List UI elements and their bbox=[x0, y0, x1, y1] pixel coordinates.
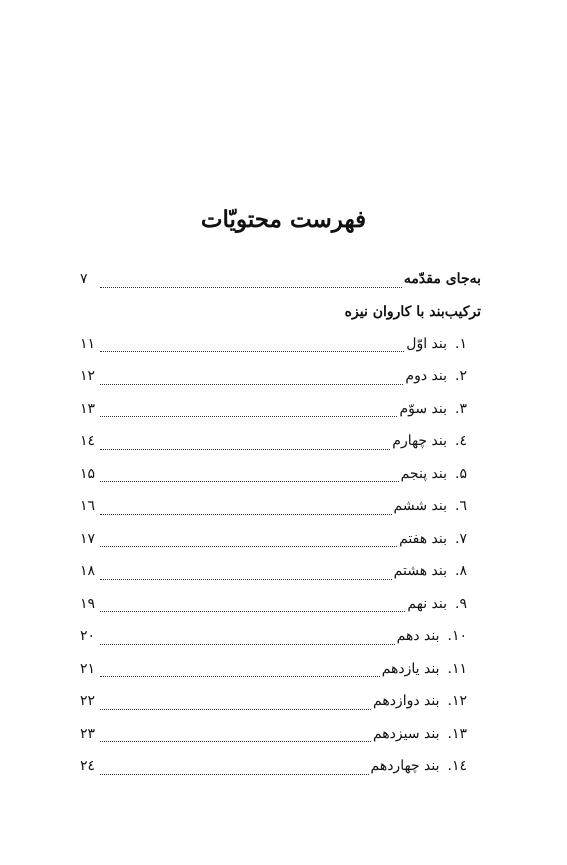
dot-leader bbox=[100, 773, 369, 775]
toc-entry-label bbox=[394, 560, 467, 582]
toc-entry-text: بند سوّم bbox=[399, 400, 448, 417]
toc-entry-number: ۱۱. bbox=[447, 660, 467, 677]
toc-entry-number: ۵. bbox=[455, 465, 467, 482]
dot-leader bbox=[100, 286, 402, 288]
toc-entry[interactable] bbox=[80, 528, 481, 561]
toc-entry-label bbox=[371, 755, 468, 777]
toc-page-number: ۲۲ bbox=[80, 693, 96, 709]
toc-entry[interactable] bbox=[80, 625, 481, 658]
toc-entry-label bbox=[407, 593, 467, 615]
toc-entry-number: ۱. bbox=[455, 335, 467, 352]
toc-entry-number: ۱۲. bbox=[447, 693, 467, 709]
toc-entry-text: بند هشتم bbox=[393, 563, 448, 579]
toc-entry[interactable] bbox=[80, 398, 481, 431]
toc-entry[interactable] bbox=[80, 495, 481, 528]
toc-entry-text: بند سیزدهم bbox=[372, 725, 440, 742]
dot-leader bbox=[100, 480, 399, 482]
dot-leader bbox=[100, 448, 390, 450]
toc-entry[interactable] bbox=[80, 755, 481, 788]
dot-leader bbox=[100, 708, 371, 710]
toc-entry-text: بند دوازدهم bbox=[373, 693, 440, 709]
toc-page-number: ۱۹ bbox=[80, 595, 96, 612]
toc-entry-label bbox=[406, 333, 467, 355]
toc-entry-number: ۸. bbox=[455, 563, 467, 579]
dot-leader bbox=[100, 545, 397, 547]
toc-entry-text: بند یازدهم bbox=[381, 660, 440, 677]
toc-entry-intro[interactable] bbox=[80, 268, 481, 301]
toc-entry[interactable] bbox=[80, 690, 481, 723]
dot-leader bbox=[100, 415, 397, 417]
toc-entry-label bbox=[382, 658, 467, 680]
toc-page-number: ۲۳ bbox=[80, 725, 96, 742]
toc-entry-number: ۹. bbox=[455, 595, 467, 612]
toc-entry-label bbox=[373, 723, 467, 745]
toc-entry-text: بند هفتم bbox=[399, 530, 448, 547]
toc-entry[interactable] bbox=[80, 593, 481, 626]
toc-entry-text: بند دوم bbox=[405, 368, 448, 384]
toc-entry[interactable] bbox=[80, 463, 481, 496]
toc-page-number: ۲۱ bbox=[80, 660, 96, 677]
toc-entry-label bbox=[399, 528, 467, 550]
toc-entry-text: بند نهم bbox=[407, 595, 448, 612]
toc-page-number: ۱۵ bbox=[80, 465, 96, 482]
toc-entry[interactable] bbox=[80, 560, 481, 593]
toc-entry-number: ۱۰. bbox=[447, 628, 467, 644]
toc-entry-text: بند چهارم bbox=[392, 433, 448, 449]
toc-entry-text: بند ششم bbox=[393, 498, 448, 514]
dot-leader bbox=[100, 513, 392, 515]
toc-entry-text: بند اوّل bbox=[406, 335, 448, 352]
toc-entry[interactable] bbox=[80, 723, 481, 756]
toc-entry-number: ۳. bbox=[455, 400, 467, 417]
dot-leader bbox=[100, 610, 405, 612]
toc-entry-number: ۱۳. bbox=[447, 725, 467, 742]
dot-leader bbox=[100, 383, 403, 385]
toc-entry[interactable] bbox=[80, 430, 481, 463]
toc-entry-label bbox=[401, 463, 467, 485]
toc-page-number: ۱۷ bbox=[80, 530, 96, 547]
toc-entry-text: بند پنجم bbox=[400, 465, 448, 482]
toc-page-number: ۱٤ bbox=[80, 433, 96, 449]
toc-page-number: ۲٤ bbox=[80, 758, 96, 774]
toc-entry-list bbox=[80, 333, 481, 788]
page-title: فهرست محتویّات bbox=[200, 206, 367, 233]
section-heading: ترکیب‌بند با کاروان نیزه bbox=[344, 303, 481, 320]
toc-entry-label: به‌جای مقدّمه bbox=[403, 271, 481, 287]
dot-leader bbox=[100, 740, 371, 742]
toc-entry-number: ٤. bbox=[455, 433, 467, 449]
table-of-contents bbox=[80, 268, 481, 788]
toc-entry[interactable] bbox=[80, 365, 481, 398]
toc-entry-label bbox=[394, 495, 467, 517]
toc-entry-label bbox=[397, 625, 467, 647]
toc-page-number: ۱٦ bbox=[80, 498, 96, 514]
toc-page-number: ۱۱ bbox=[80, 335, 96, 352]
dot-leader bbox=[100, 350, 404, 352]
toc-entry[interactable] bbox=[80, 333, 481, 366]
toc-page-number: ۷ bbox=[80, 271, 88, 287]
toc-entry-number: ٦. bbox=[455, 498, 467, 514]
toc-page-number: ۱۸ bbox=[80, 563, 96, 579]
toc-entry-text: بند دهم bbox=[396, 628, 440, 644]
toc-page-number: ۱۲ bbox=[80, 368, 96, 384]
toc-entry-label bbox=[373, 690, 467, 712]
toc-entry-label bbox=[399, 398, 467, 420]
dot-leader bbox=[100, 578, 392, 580]
toc-entry-label bbox=[392, 430, 467, 452]
toc-page-number: ۱۳ bbox=[80, 400, 96, 417]
toc-entry-label bbox=[405, 365, 467, 387]
toc-entry-number: ۲. bbox=[455, 368, 467, 384]
dot-leader bbox=[100, 675, 380, 677]
toc-entry-number: ۷. bbox=[455, 530, 467, 547]
toc-page-number: ۲۰ bbox=[80, 628, 96, 644]
toc-entry[interactable] bbox=[80, 658, 481, 691]
dot-leader bbox=[100, 643, 395, 645]
toc-entry-number: ۱٤. bbox=[447, 758, 467, 774]
toc-entry-text: بند چهاردهم bbox=[370, 758, 440, 774]
